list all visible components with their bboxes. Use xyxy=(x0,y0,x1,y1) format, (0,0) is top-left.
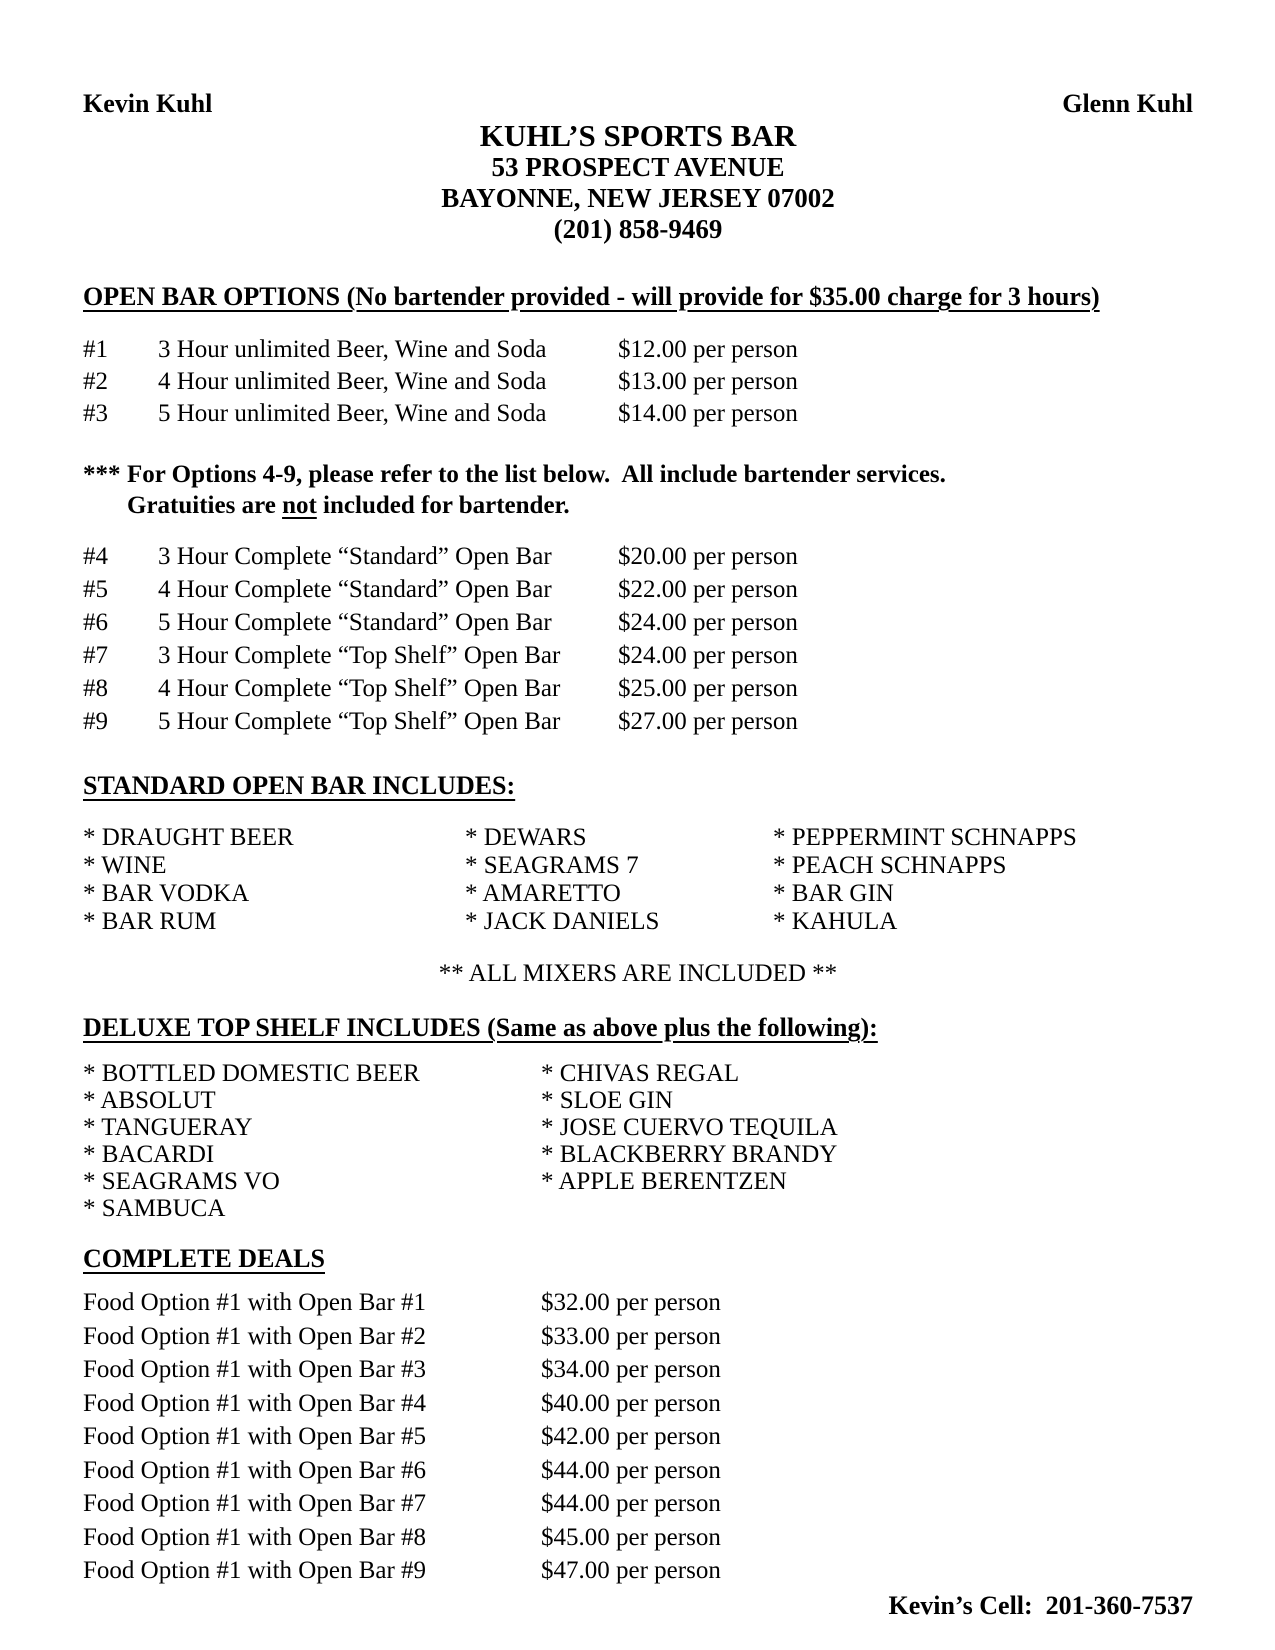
option-row xyxy=(83,334,1193,366)
option-price: $22.00 per person xyxy=(618,576,798,603)
deal-price: $42.00 per person xyxy=(541,1423,721,1450)
options-note xyxy=(83,459,1193,521)
option-description: 3 Hour unlimited Beer, Wine and Soda xyxy=(158,336,547,363)
option-row xyxy=(83,705,1193,738)
option-number: #8 xyxy=(83,675,108,702)
option-number: #4 xyxy=(83,543,108,570)
option-number: #9 xyxy=(83,708,108,735)
complete-deals-heading: COMPLETE DEALS xyxy=(83,1244,325,1273)
kevins-cell-footer: Kevin’s Cell: 201-360-7537 xyxy=(888,1590,1193,1620)
option-description: 5 Hour Complete “Top Shelf” Open Bar xyxy=(158,708,561,735)
option-row xyxy=(83,672,1193,705)
include-item: * TANGUERAY xyxy=(83,1114,253,1141)
business-title: KUHL’S SPORTS BAR xyxy=(479,118,797,153)
option-description: 4 Hour unlimited Beer, Wine and Soda xyxy=(158,368,547,395)
deal-row xyxy=(83,1320,1193,1354)
standard-includes-column-3 xyxy=(773,824,1193,936)
include-item: * BLACKBERRY BRANDY xyxy=(541,1141,838,1168)
option-description: 4 Hour Complete “Standard” Open Bar xyxy=(158,576,552,603)
option-price: $13.00 per person xyxy=(618,368,798,395)
option-row xyxy=(83,366,1193,398)
option-description: 5 Hour Complete “Standard” Open Bar xyxy=(158,609,552,636)
deal-row xyxy=(83,1454,1193,1488)
include-item: * BACARDI xyxy=(83,1141,215,1168)
deal-label: Food Option #1 with Open Bar #2 xyxy=(83,1322,427,1350)
include-item: * CHIVAS REGAL xyxy=(541,1060,740,1087)
option-row xyxy=(83,606,1193,639)
deal-row xyxy=(83,1387,1193,1421)
include-item: * KAHULA xyxy=(773,908,898,935)
deal-label: Food Option #1 with Open Bar #6 xyxy=(83,1456,427,1484)
deal-row xyxy=(83,1554,1193,1588)
option-row xyxy=(83,639,1193,672)
option-description: 4 Hour Complete “Top Shelf” Open Bar xyxy=(158,675,561,702)
deluxe-includes-grid xyxy=(83,1060,1193,1222)
include-item: * SEAGRAMS 7 xyxy=(465,852,639,879)
include-item: * BAR RUM xyxy=(83,908,217,935)
include-item: * ABSOLUT xyxy=(83,1087,216,1114)
option-number: #1 xyxy=(83,336,108,363)
option-number: #2 xyxy=(83,368,108,395)
include-item: * DEWARS xyxy=(465,824,587,851)
deal-row xyxy=(83,1353,1193,1387)
deal-price: $47.00 per person xyxy=(541,1557,721,1584)
include-item: * JOSE CUERVO TEQUILA xyxy=(541,1114,838,1141)
standard-includes-column-1 xyxy=(83,824,465,936)
note-line-1: For Options 4-9, please refer to the list below. All include bartender services. xyxy=(127,461,946,488)
note-line-2: Gratuities are not included for bartender. xyxy=(127,492,570,519)
option-price: $20.00 per person xyxy=(618,543,798,570)
deal-label: Food Option #1 with Open Bar #1 xyxy=(83,1289,427,1316)
include-item: * PEPPERMINT SCHNAPPS xyxy=(773,824,1077,851)
deluxe-top-shelf-heading: DELUXE TOP SHELF INCLUDES (Same as above plus the following): xyxy=(83,1013,878,1042)
underlined-word-not: not xyxy=(282,492,317,519)
standard-includes-grid xyxy=(83,824,1193,936)
note-text xyxy=(127,459,946,521)
mixers-included-note: ** ALL MIXERS ARE INCLUDED ** xyxy=(438,960,838,987)
option-row xyxy=(83,540,1193,573)
deal-label: Food Option #1 with Open Bar #8 xyxy=(83,1523,427,1551)
option-price: $24.00 per person xyxy=(618,642,798,669)
include-item: * SEAGRAMS VO xyxy=(83,1168,280,1195)
open-bar-options-full-list xyxy=(83,540,1193,738)
deal-label: Food Option #1 with Open Bar #7 xyxy=(83,1490,427,1517)
option-description: 5 Hour unlimited Beer, Wine and Soda xyxy=(158,400,547,427)
option-row xyxy=(83,573,1193,606)
deal-row xyxy=(83,1487,1193,1521)
option-number: #6 xyxy=(83,609,108,636)
option-price: $12.00 per person xyxy=(618,336,798,363)
deluxe-includes-column-2 xyxy=(541,1060,1193,1222)
option-price: $25.00 per person xyxy=(618,675,798,702)
include-item: * SLOE GIN xyxy=(541,1087,673,1114)
complete-deals-list xyxy=(83,1286,1193,1588)
owner-name-right: Glenn Kuhl xyxy=(1062,89,1193,118)
deal-price: $40.00 per person xyxy=(541,1389,721,1417)
option-description: 3 Hour Complete “Top Shelf” Open Bar xyxy=(158,642,561,669)
deal-price: $32.00 per person xyxy=(541,1289,721,1316)
address-line-2: BAYONNE, NEW JERSEY 07002 xyxy=(441,183,835,213)
open-bar-options-basic-list xyxy=(83,334,1193,430)
option-number: #7 xyxy=(83,642,108,669)
deal-row xyxy=(83,1521,1193,1555)
deal-price: $45.00 per person xyxy=(541,1523,721,1551)
deal-label: Food Option #1 with Open Bar #9 xyxy=(83,1557,427,1584)
include-item: * BOTTLED DOMESTIC BEER xyxy=(83,1060,420,1087)
owner-name-left: Kevin Kuhl xyxy=(83,89,213,118)
option-price: $27.00 per person xyxy=(618,708,798,735)
deluxe-includes-column-1 xyxy=(83,1060,541,1222)
deal-price: $34.00 per person xyxy=(541,1356,721,1383)
open-bar-options-heading: OPEN BAR OPTIONS (No bartender provided - will provide for $35.00 charge for 3 hours) xyxy=(83,282,1100,311)
phone-number: (201) 858-9469 xyxy=(553,214,723,244)
option-price: $14.00 per person xyxy=(618,400,798,427)
option-number: #5 xyxy=(83,576,108,603)
option-price: $24.00 per person xyxy=(618,609,798,636)
deal-label: Food Option #1 with Open Bar #5 xyxy=(83,1423,427,1450)
include-item: * PEACH SCHNAPPS xyxy=(773,852,1007,879)
deal-price: $33.00 per person xyxy=(541,1322,721,1350)
deal-price: $44.00 per person xyxy=(541,1456,721,1484)
address-line-1: 53 PROSPECT AVENUE xyxy=(491,152,785,182)
standard-includes-column-2 xyxy=(465,824,773,936)
option-number: #3 xyxy=(83,400,108,427)
deal-label: Food Option #1 with Open Bar #4 xyxy=(83,1389,427,1417)
include-item: * BAR GIN xyxy=(773,880,894,907)
standard-open-bar-heading: STANDARD OPEN BAR INCLUDES: xyxy=(83,771,516,800)
deal-row xyxy=(83,1420,1193,1454)
option-row xyxy=(83,398,1193,430)
include-item: * JACK DANIELS xyxy=(465,908,660,935)
include-item: * BAR VODKA xyxy=(83,880,250,907)
deal-price: $44.00 per person xyxy=(541,1490,721,1517)
include-item: * APPLE BERENTZEN xyxy=(541,1168,787,1195)
deal-row xyxy=(83,1286,1193,1320)
include-item: * DRAUGHT BEER xyxy=(83,824,294,851)
include-item: * AMARETTO xyxy=(465,880,621,907)
owner-names-row xyxy=(83,88,1193,119)
option-description: 3 Hour Complete “Standard” Open Bar xyxy=(158,543,552,570)
note-asterisks: *** xyxy=(83,461,121,488)
include-item: * WINE xyxy=(83,852,167,879)
deal-label: Food Option #1 with Open Bar #3 xyxy=(83,1356,427,1383)
include-item: * SAMBUCA xyxy=(83,1195,226,1222)
